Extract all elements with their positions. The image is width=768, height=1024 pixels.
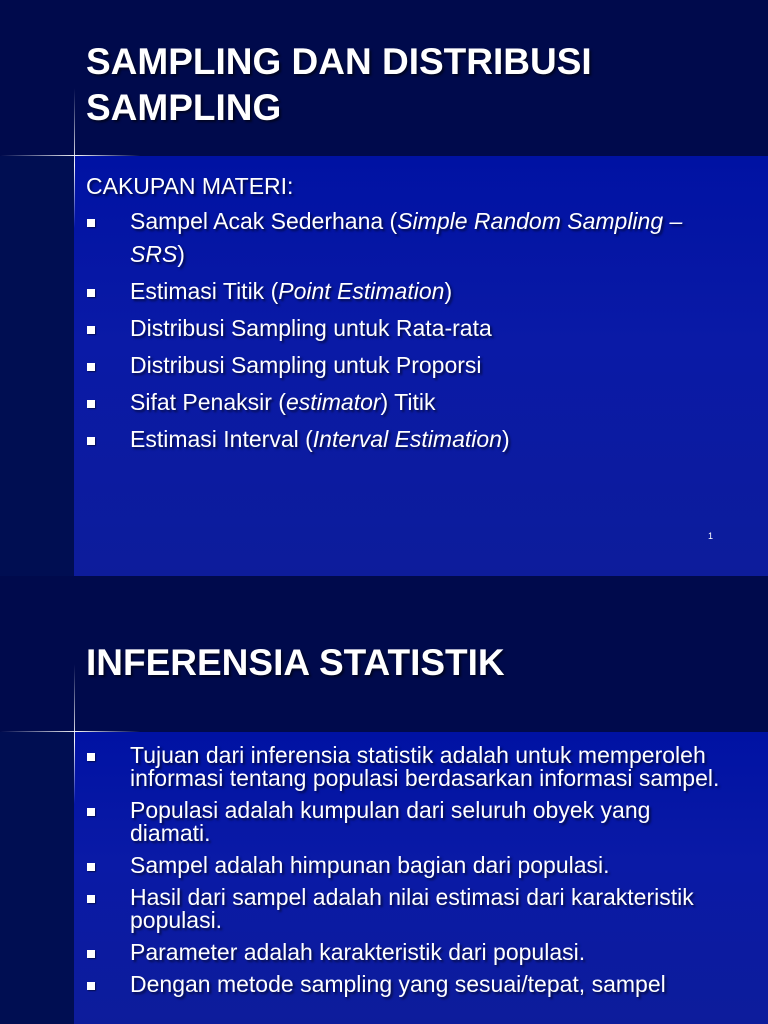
decorative-star-line-horizontal bbox=[0, 155, 140, 156]
square-bullet-icon bbox=[87, 895, 95, 903]
list-item-text-end: ) bbox=[501, 426, 510, 452]
page-number: 1 bbox=[708, 531, 714, 541]
list-item bbox=[86, 886, 736, 932]
list-item-italic-text: estimator bbox=[285, 389, 381, 415]
slide-title: SAMPLING DAN DISTRIBUSI SAMPLING bbox=[86, 41, 592, 128]
list-item bbox=[86, 349, 736, 382]
list-item-text: Distribusi Sampling untuk Rata-rata bbox=[130, 315, 492, 341]
list-item-text: Estimasi Interval ( bbox=[130, 426, 313, 452]
list-item-text: Hasil dari sampel adalah nilai estimasi dari karakteristik populasi. bbox=[130, 884, 694, 933]
bullet-list bbox=[86, 744, 736, 1005]
list-item-text: Sampel Acak Sederhana ( bbox=[130, 208, 398, 234]
slide-title: INFERENSIA STATISTIK bbox=[86, 642, 505, 683]
square-bullet-icon bbox=[87, 363, 95, 371]
list-item-text: Populasi adalah kumpulan dari seluruh obyek yang diamati. bbox=[130, 797, 651, 846]
list-item bbox=[86, 744, 736, 790]
decorative-star-line-vertical bbox=[74, 664, 75, 804]
list-item bbox=[86, 941, 736, 964]
square-bullet-icon bbox=[87, 950, 95, 958]
square-bullet-icon bbox=[87, 326, 95, 334]
list-item-text: Parameter adalah karakteristik dari populasi. bbox=[130, 939, 586, 965]
list-item-italic-text: Simple Random Sampling – SRS bbox=[130, 208, 683, 267]
list-item-text: Distribusi Sampling untuk Proporsi bbox=[130, 352, 482, 378]
decorative-star-line-vertical bbox=[74, 88, 75, 228]
list-item-text: Tujuan dari inferensia statistik adalah untuk memperoleh informasi tentang populasi berdasarkan informasi sampel. bbox=[130, 742, 720, 791]
bullet-list bbox=[86, 205, 736, 460]
list-item bbox=[86, 205, 736, 271]
list-item bbox=[86, 854, 736, 877]
list-item bbox=[86, 973, 736, 996]
slide-2 bbox=[0, 576, 768, 1024]
square-bullet-icon bbox=[87, 437, 95, 445]
square-bullet-icon bbox=[87, 808, 95, 816]
list-item-text: Sampel adalah himpunan bagian dari populasi. bbox=[130, 852, 610, 878]
section-heading: CAKUPAN MATERI: bbox=[86, 173, 294, 199]
list-item bbox=[86, 312, 736, 345]
square-bullet-icon bbox=[87, 400, 95, 408]
square-bullet-icon bbox=[87, 289, 95, 297]
list-item bbox=[86, 275, 736, 308]
list-item-italic-text: Interval Estimation bbox=[312, 426, 502, 452]
list-item-text: Dengan metode sampling yang sesuai/tepat, sampel bbox=[130, 971, 666, 997]
list-item-text: Sifat Penaksir ( bbox=[130, 389, 286, 415]
list-item-text-end: ) Titik bbox=[380, 389, 436, 415]
decorative-star-line-horizontal bbox=[0, 731, 140, 732]
list-item-text: Estimasi Titik ( bbox=[130, 278, 279, 304]
list-item bbox=[86, 423, 736, 456]
list-item bbox=[86, 386, 736, 419]
square-bullet-icon bbox=[87, 219, 95, 227]
square-bullet-icon bbox=[87, 753, 95, 761]
list-item-text-end: ) bbox=[177, 241, 185, 267]
list-item-text-end: ) bbox=[444, 278, 453, 304]
list-item bbox=[86, 799, 736, 845]
square-bullet-icon bbox=[87, 863, 95, 871]
square-bullet-icon bbox=[87, 982, 95, 990]
list-item-italic-text: Point Estimation bbox=[278, 278, 445, 304]
